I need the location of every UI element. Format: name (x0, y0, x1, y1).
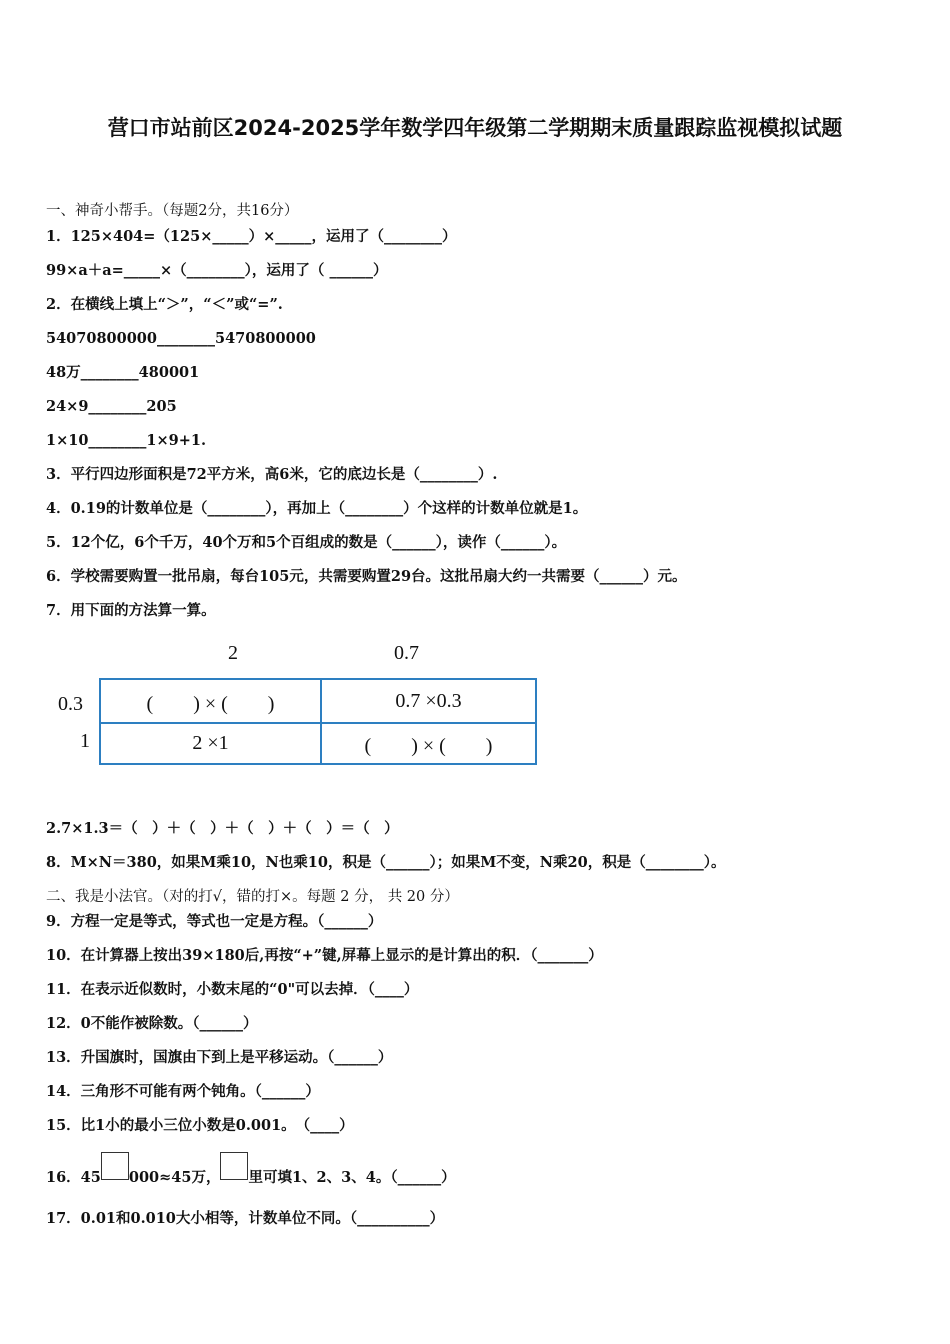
question-5: 5．12个亿，6个千万，40个万和5个百组成的数是（______），读作（______）。 (46, 534, 567, 551)
question-15: 15．比1小的最小三位小数是0.001。 （____） (46, 1117, 354, 1134)
question-11: 11．在表示近似数时，小数末尾的“0"可以去掉．（____） (46, 981, 419, 998)
table-grid (99, 678, 537, 765)
table-cell-2-1: 2 ×1 (192, 732, 229, 754)
section-heading-2: 二、我是小法官。（对的打√，错的打×。每题 2 分， 共 20 分） (46, 889, 459, 905)
question-16-part-c: 里可填1、2、3、4。（______） (248, 1169, 456, 1186)
question-7: 7．用下面的方法算一算。 (46, 602, 216, 619)
question-3: 3．平行四边形面积是72平方米，高6米，它的底边长是（________）. (46, 466, 498, 483)
page-title: 营口市站前区2024-2025学年数学四年级第二学期期末质量跟踪监视模拟试题 (107, 116, 843, 140)
question-7b: 2.7×1.3＝（ ）＋（ ）＋（ ）＋（ ）＝（ ） (46, 820, 399, 837)
question-2c: 24×9________205 (46, 398, 177, 415)
question-2d: 1×10________1×9+1. (46, 432, 207, 449)
question-16 (46, 1152, 456, 1188)
question-2: 2．在横线上填上“＞”，“＜”或“=”. (46, 296, 283, 313)
question-12: 12．0不能作被除数。（______） (46, 1015, 258, 1032)
answer-box (101, 1152, 129, 1180)
question-16-part-a: 16．45 (46, 1169, 101, 1186)
question-6: 6．学校需要购置一批吊扇，每台105元，共需要购置29台。这批吊扇大约一共需要（______）元。 (46, 568, 687, 585)
question-2a: 54070800000________5470800000 (46, 330, 316, 347)
table-cell-2-2: ( ) × ( ) (364, 735, 493, 757)
question-16-part-b: 000≈45万， (128, 1169, 221, 1186)
question-10: 10．在计算器上按出39×180后,再按“+”键,屏幕上显示的是计算出的积．（_______） (46, 947, 603, 964)
table-row-label-2: 1 (80, 730, 90, 752)
question-1b: 99×a＋a=_____×（________），运用了（ ______） (46, 262, 388, 279)
table-col-header-1: 2 (228, 642, 238, 664)
table-cell-1-2: 0.7 ×0.3 (395, 689, 462, 712)
question-9: 9．方程一定是等式，等式也一定是方程。（______） (46, 913, 383, 930)
question-14: 14．三角形不可能有两个钝角。（______） (46, 1083, 320, 1100)
table-row-label-1: 0.3 (58, 693, 83, 715)
answer-box-reference (220, 1152, 248, 1180)
question-1a: 1．125×404=（125×_____）×_____，运用了（________） (46, 228, 457, 245)
table-cell-1-1: ( ) × ( ) (146, 692, 275, 715)
multiplication-table (46, 636, 566, 776)
section-heading-1: 一、神奇小帮手。（每题2分，共16分） (46, 203, 299, 219)
question-13: 13．升国旗时，国旗由下到上是平移运动。（______） (46, 1049, 393, 1066)
table-col-header-2: 0.7 (394, 642, 419, 664)
question-8: 8．M×N＝380，如果M乘10，N也乘10，积是（______）；如果M不变，N乘20，积是（________）。 (46, 854, 726, 871)
question-2b: 48万________480001 (46, 364, 200, 381)
question-17: 17．0.01和0.010大小相等，计数单位不同。（__________） (46, 1210, 445, 1227)
question-4: 4．0.19的计数单位是（________），再加上（________）个这样的计数单位就是1。 (46, 500, 588, 517)
